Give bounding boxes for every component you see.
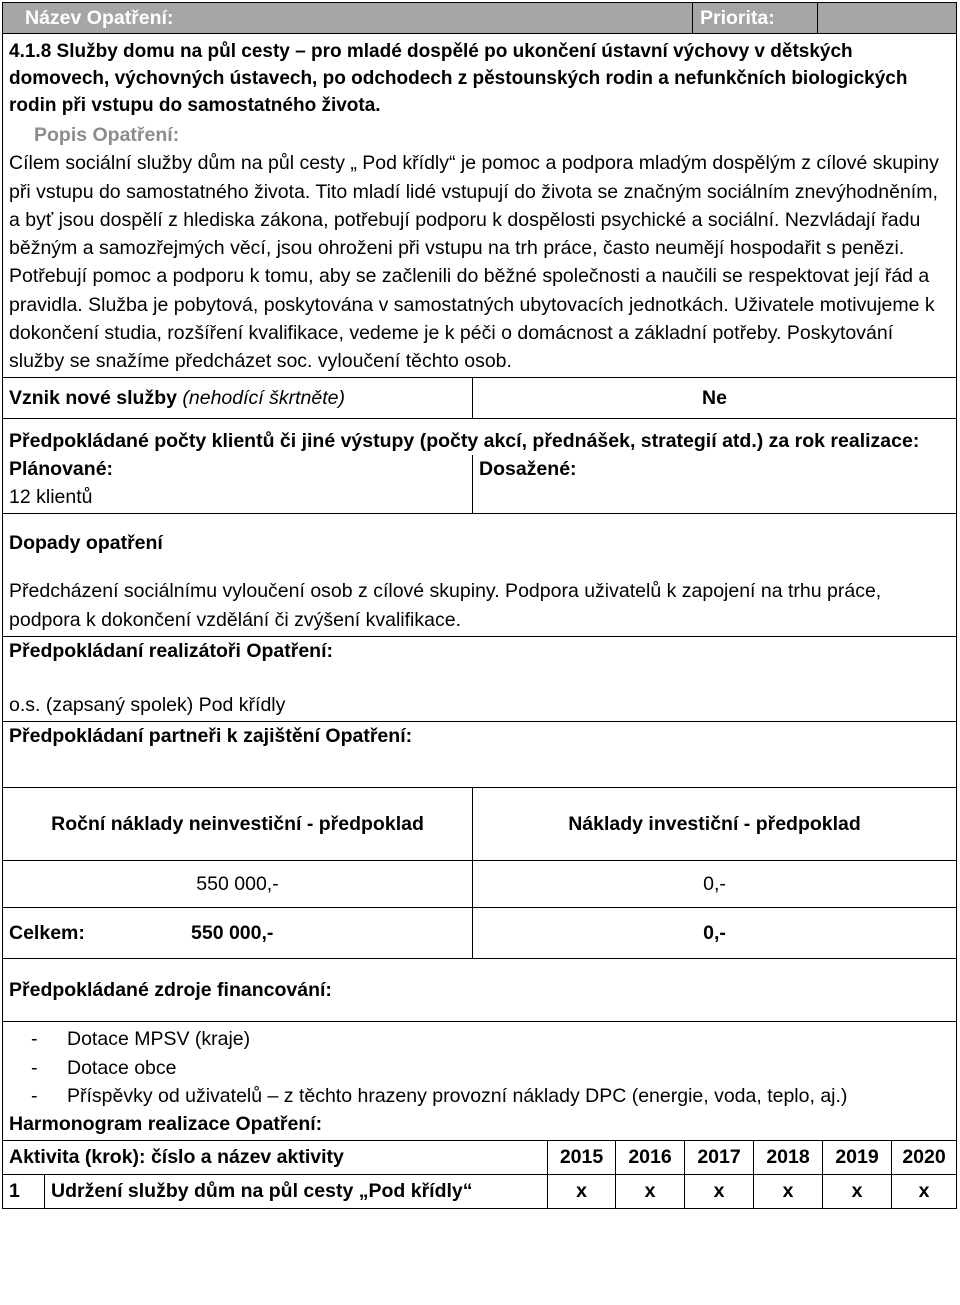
impacts-text: Předcházení sociálnímu vyloučení osob z cílové skupiny. Podpora uživatelů k zapojení na trhu práce, podpora k dokončení vzdělání či zvýšení kvalifikace. [9,580,882,631]
new-service-note: (nehodící škrtněte) [182,386,345,409]
noninvest-cost-label: Roční náklady neinvestiční - předpoklad [3,788,473,861]
achieved-label: Dosažené: [479,457,577,480]
impacts-label: Dopady opatření [9,531,163,554]
total-label: Celkem: [9,922,85,945]
funding-list [9,1025,950,1110]
noninvest-cost-value: 550 000,- [3,861,473,908]
planned-value: 12 klientů [9,486,93,509]
list-item: - Dotace obce [9,1054,950,1082]
year-header: 2016 [616,1140,685,1174]
activity-number: 1 [3,1174,45,1208]
planned-label: Plánované: [9,457,114,480]
year-header: 2017 [685,1140,754,1174]
schedule-header-row [3,1140,957,1174]
outputs-label: Předpokládané počty klientů či jiné výstupy (počty akcí, přednášek, strategií atd.) za rok realizace: [3,418,957,455]
header-table [2,2,957,34]
schedule-label: Harmonogram realizace Opatření: [9,1113,323,1136]
invest-cost-label: Náklady investiční - předpoklad [473,788,957,861]
priority-value [818,3,957,34]
measure-title: 4.1.8 Služby domu na půl cesty – pro mladé dospělé po ukončení ústavní výchovy v dětských domovech, výchovných ústavech, po odchodech z pěstounských rodin a nefunkčních biologických rodin při vstupu do samostatného života. [9,41,908,116]
year-mark: x [892,1174,957,1208]
invest-cost-value: 0,- [473,861,957,908]
year-header: 2018 [754,1140,823,1174]
list-item: - Dotace MPSV (kraje) [9,1025,950,1053]
year-mark: x [823,1174,892,1208]
main-table [2,33,957,1141]
implementers-value: o.s. (zapsaný spolek) Pod křídly [9,694,286,717]
year-mark: x [754,1174,823,1208]
description-label: Popis Opatření: [34,124,180,146]
year-header: 2019 [823,1140,892,1174]
implementers-label: Předpokládaní realizátoři Opatření: [9,639,333,662]
measure-name-label: Název Opatření: [3,3,693,34]
table-row [3,1174,957,1208]
total-noninvest-value: 550 000,- [191,922,274,945]
document-page [2,2,956,1209]
description-text: Cílem sociální služby dům na půl cesty „ Pod křídly“ je pomoc a podpora mladým dospělým z cílové skupiny při vstupu do samostatného života. Tito mladí lidé vstupují do života se značným sociálním znevýhodněním, a byť jsou dospělí z hlediska zákona, potřebují podporu k dospělosti psychické a sociální. Nezvládají řadu běžným a samozřejmých věcí, jsou ohroženi při vstupu na trh práce, často neumějí hospodařit s penězi. Potřebují pomoc a podporu k tomu, aby se začlenili do běžné společnosti a naučili se respektovat její řád a pravidla. Služba je pobytová, poskytována v samostatných ubytovacích jednotkách. Uživatele motivujeme k dokončení studia, rozšíření kvalifikace, vedeme je k péči o domácnost a základní potřeby. Poskytování služby se snažíme předcházet soc. vyloučení těchto osob. [9,152,939,373]
partners-label: Předpokládaní partneři k zajištění Opatření: [9,725,413,748]
year-header: 2020 [892,1140,957,1174]
activity-name: Udržení služby dům na půl cesty „Pod křídly“ [45,1174,548,1208]
year-header: 2015 [548,1140,616,1174]
year-mark: x [616,1174,685,1208]
activity-header: Aktivita (krok): číslo a název aktivity [3,1140,548,1174]
total-invest-value: 0,- [473,908,957,959]
new-service-label: Vznik nové služby [9,386,177,409]
year-mark: x [548,1174,616,1208]
year-mark: x [685,1174,754,1208]
new-service-value: Ne [473,377,957,418]
list-item: - Příspěvky od uživatelů – z těchto hrazeny provozní náklady DPC (energie, voda, teplo, aj.) [9,1082,950,1110]
schedule-table [2,1140,957,1209]
funding-label: Předpokládané zdroje financování: [3,959,957,1022]
priority-label: Priorita: [693,3,818,34]
